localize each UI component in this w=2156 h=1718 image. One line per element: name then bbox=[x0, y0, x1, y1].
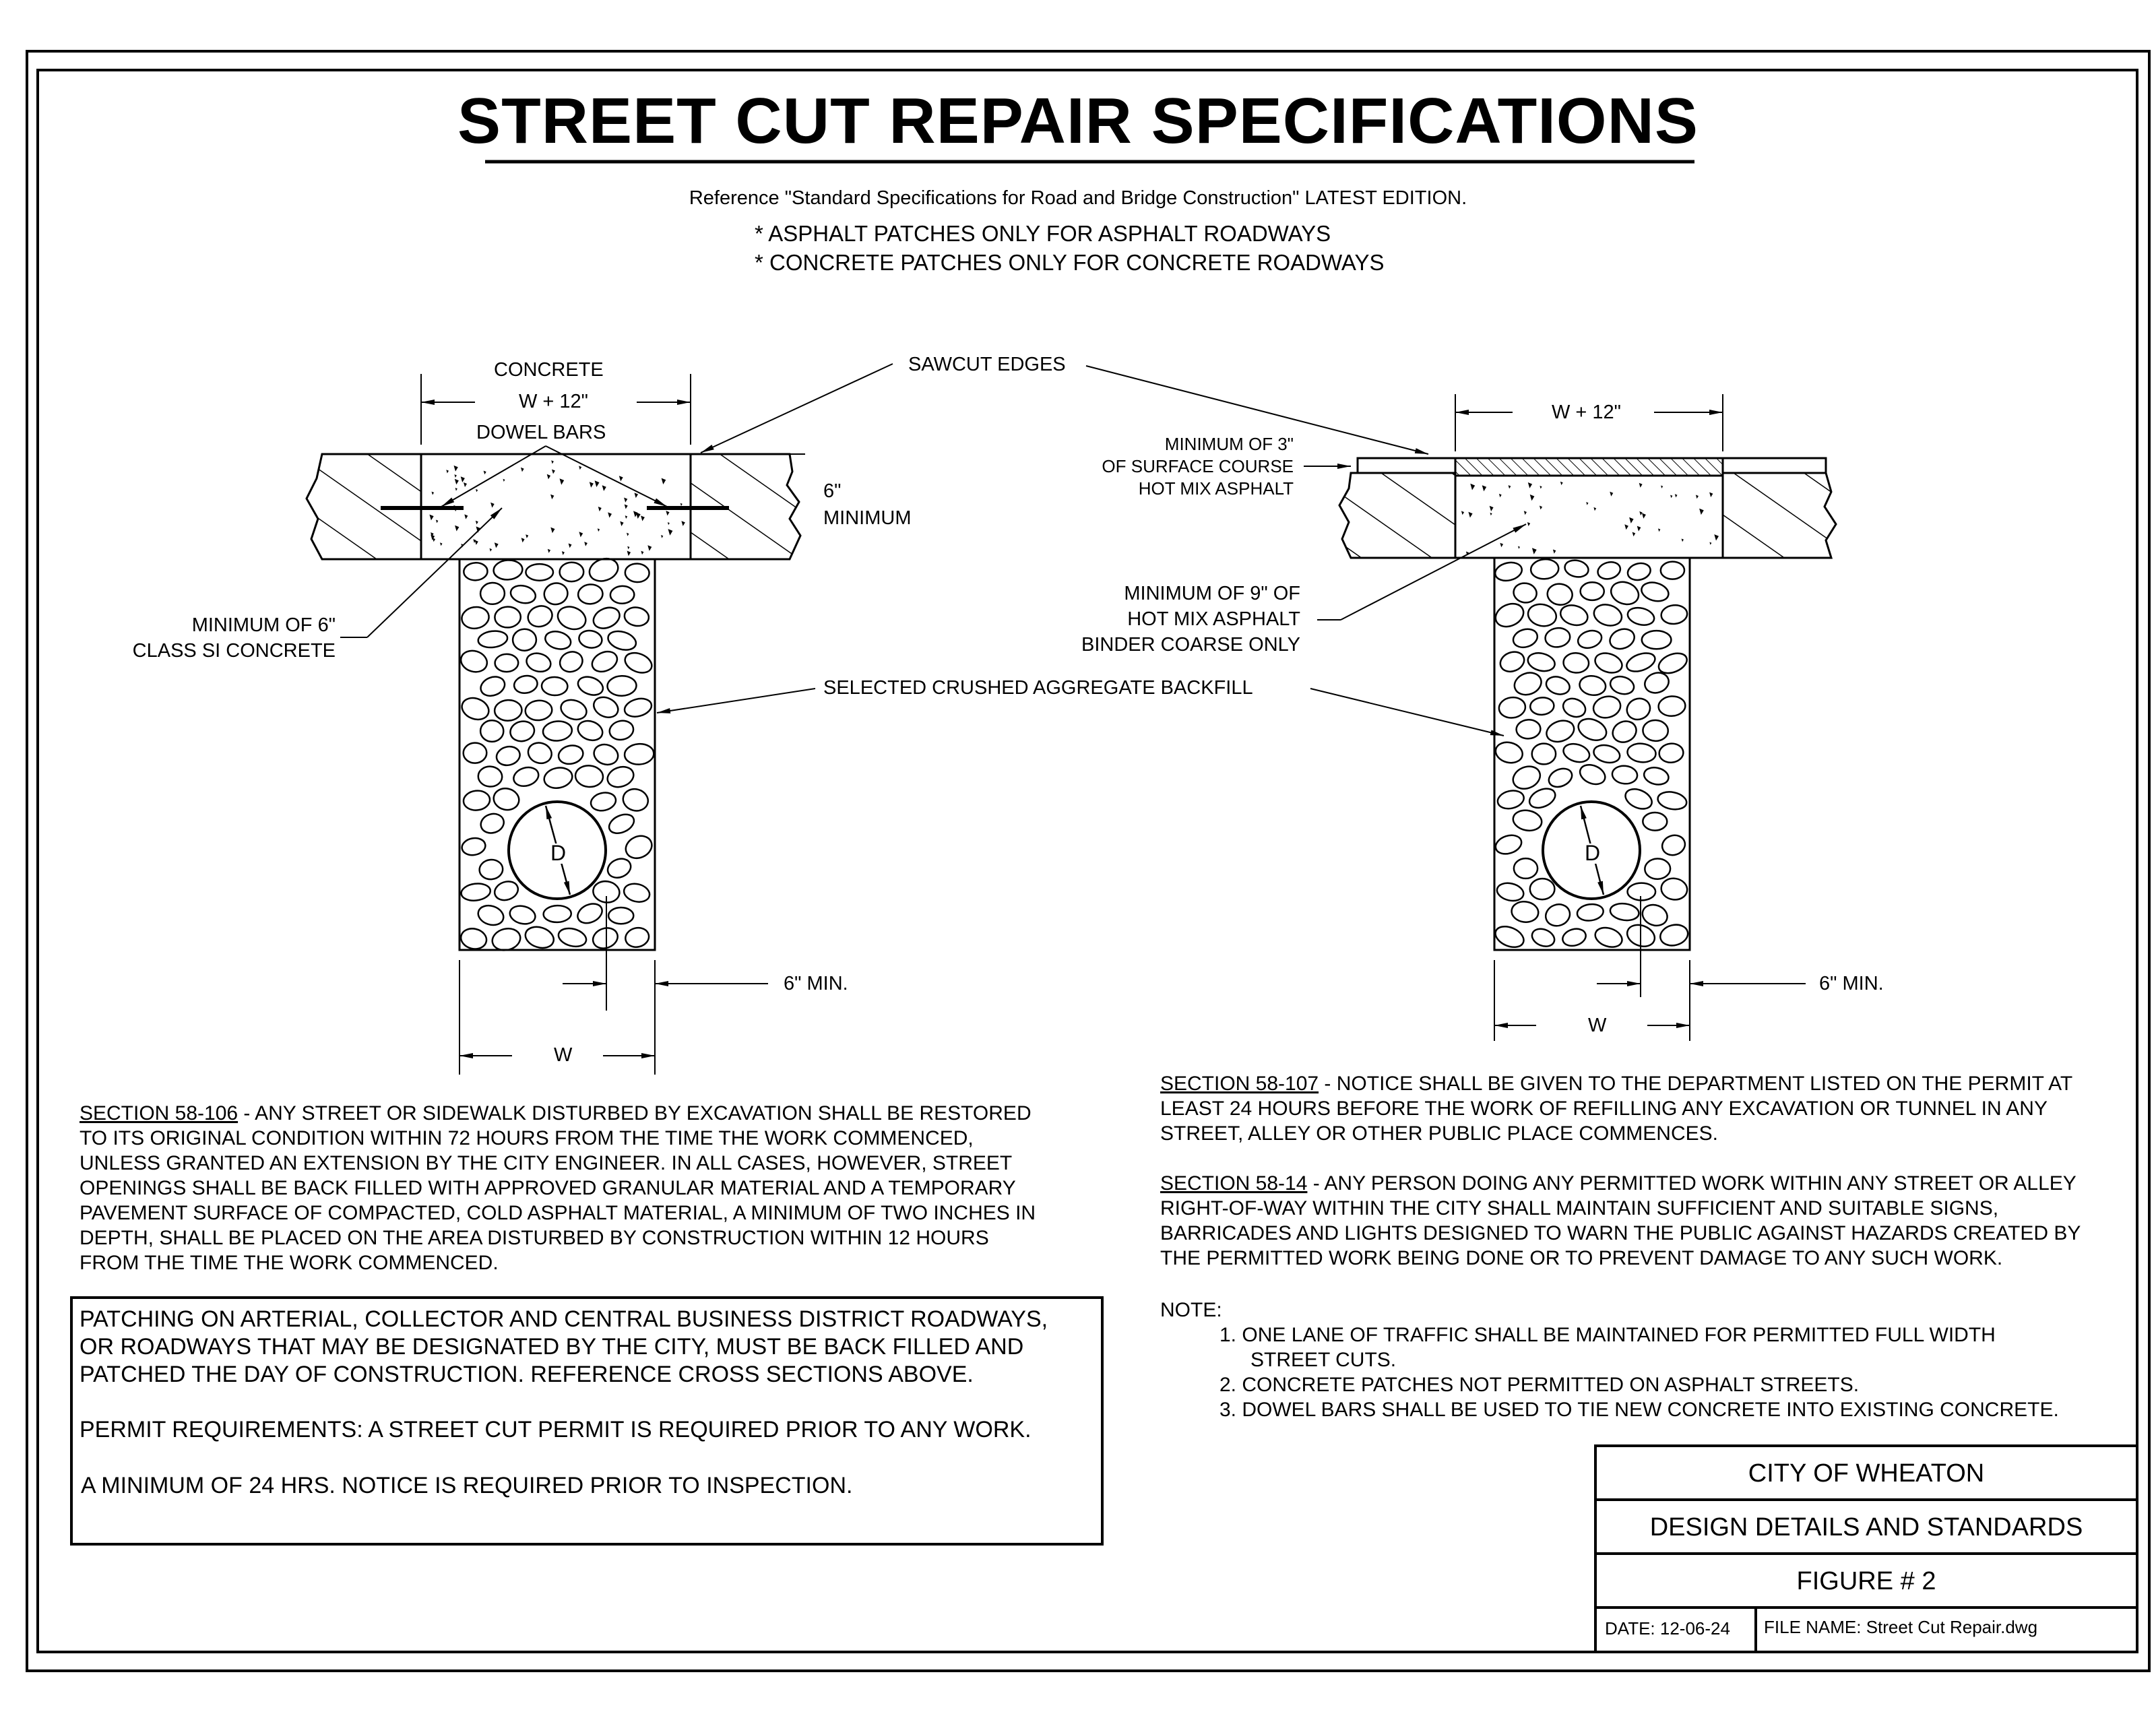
section-58-106-code: SECTION 58-106 bbox=[80, 1102, 239, 1124]
section-58-107-code: SECTION 58-107 bbox=[1160, 1073, 1319, 1095]
box-line-1: PATCHING ON ARTERIAL, COLLECTOR AND CENTRAL BUSINESS DISTRICT ROADWAYS, bbox=[80, 1306, 1048, 1332]
note-1-cont: STREET CUTS. bbox=[1250, 1349, 1397, 1371]
title-block-design: DESIGN DETAILS AND STANDARDS bbox=[1649, 1513, 2083, 1541]
label-sawcut-edges: SAWCUT EDGES bbox=[908, 354, 1066, 375]
reference-note: Reference "Standard Specifications for Road and Bridge Construction" LATEST EDITION. bbox=[689, 187, 1467, 209]
bullet-concrete: * CONCRETE PATCHES ONLY FOR CONCRETE ROADWAYS bbox=[755, 250, 1385, 275]
title-block-date: DATE: 12-06-24 bbox=[1605, 1618, 1730, 1639]
label-backfill: SELECTED CRUSHED AGGREGATE BACKFILL bbox=[823, 677, 1253, 699]
page-title: STREET CUT REPAIR SPECIFICATIONS bbox=[457, 85, 1699, 157]
box-notice: A MINIMUM OF 24 HRS. NOTICE IS REQUIRED PRIOR TO INSPECTION. bbox=[81, 1473, 853, 1498]
section-58-106-line: PAVEMENT SURFACE OF COMPACTED, COLD ASPHALT MATERIAL, A MINIMUM OF TWO INCHES IN bbox=[80, 1202, 1036, 1224]
label-minimum: MINIMUM bbox=[823, 507, 912, 529]
label-concrete: CONCRETE bbox=[494, 359, 604, 381]
section-58-107 bbox=[1160, 1071, 2072, 1146]
bullet-asphalt: * ASPHALT PATCHES ONLY FOR ASPHALT ROADWAYS bbox=[755, 221, 1331, 246]
section-58-106-line: FROM THE TIME THE WORK COMMENCED. bbox=[80, 1252, 499, 1274]
label-min6-line1: MINIMUM OF 6" bbox=[191, 614, 336, 636]
section-58-107-line: STREET, ALLEY OR OTHER PUBLIC PLACE COMMENCES. bbox=[1160, 1122, 1718, 1145]
section-58-107-line: LEAST 24 HOURS BEFORE THE WORK OF REFILLING ANY EXCAVATION OR TUNNEL IN ANY bbox=[1160, 1097, 2048, 1120]
label-min9-line2: HOT MIX ASPHALT bbox=[1127, 608, 1300, 630]
note-3: 3. DOWEL BARS SHALL BE USED TO TIE NEW CONCRETE INTO EXISTING CONCRETE. bbox=[1219, 1399, 2059, 1421]
title-block-figure: FIGURE # 2 bbox=[1796, 1567, 1936, 1595]
section-58-14-line: - ANY PERSON DOING ANY PERMITTED WORK WITHIN ANY STREET OR ALLEY bbox=[1307, 1172, 2076, 1195]
box-line-2: OR ROADWAYS THAT MAY BE DESIGNATED BY THE CITY, MUST BE BACK FILLED AND bbox=[80, 1334, 1024, 1360]
label-w-plus-12-right: W + 12" bbox=[1552, 402, 1621, 423]
title-block-city: CITY OF WHEATON bbox=[1748, 1459, 1985, 1488]
label-pipe-d-right: D bbox=[1585, 841, 1601, 865]
label-w-left: W bbox=[554, 1044, 573, 1066]
notes-heading: NOTE: bbox=[1160, 1299, 1222, 1321]
title-block-file: FILE NAME: Street Cut Repair.dwg bbox=[1764, 1617, 2038, 1637]
label-6-min-left: 6" MIN. bbox=[784, 973, 848, 994]
section-58-107-line: - NOTICE SHALL BE GIVEN TO THE DEPARTMENT LISTED ON THE PERMIT AT bbox=[1319, 1073, 2073, 1095]
section-58-106-line: OPENINGS SHALL BE BACK FILLED WITH APPROVED GRANULAR MATERIAL AND A TEMPORARY bbox=[80, 1177, 1016, 1199]
label-six-inch: 6" bbox=[823, 480, 842, 502]
label-pipe-d-left: D bbox=[550, 841, 567, 865]
label-min6-line2: CLASS SI CONCRETE bbox=[132, 640, 336, 662]
label-dowel-bars: DOWEL BARS bbox=[476, 422, 606, 443]
box-permit: PERMIT REQUIREMENTS: A STREET CUT PERMIT IS REQUIRED PRIOR TO ANY WORK. bbox=[80, 1417, 1032, 1442]
label-w-plus-12-left: W + 12" bbox=[519, 391, 588, 412]
section-58-106-line: UNLESS GRANTED AN EXTENSION BY THE CITY ENGINEER. IN ALL CASES, HOWEVER, STREET bbox=[80, 1152, 1013, 1174]
section-58-106-line: - ANY STREET OR SIDEWALK DISTURBED BY EXCAVATION SHALL BE RESTORED bbox=[238, 1102, 1032, 1124]
section-58-106 bbox=[80, 1101, 1036, 1275]
label-min3-line3: HOT MIX ASPHALT bbox=[1138, 478, 1294, 499]
section-58-106-line: TO ITS ORIGINAL CONDITION WITHIN 72 HOURS FROM THE TIME THE WORK COMMENCED, bbox=[80, 1127, 974, 1149]
section-58-14-line: THE PERMITTED WORK BEING DONE OR TO PREVENT DAMAGE TO ANY SUCH WORK. bbox=[1160, 1247, 2003, 1269]
box-line-3: PATCHED THE DAY OF CONSTRUCTION. REFERENCE CROSS SECTIONS ABOVE. bbox=[80, 1362, 974, 1387]
section-58-106-line: DEPTH, SHALL BE PLACED ON THE AREA DISTURBED BY CONSTRUCTION WITHIN 12 HOURS bbox=[80, 1227, 989, 1249]
section-58-14-code: SECTION 58-14 bbox=[1160, 1172, 1308, 1195]
section-58-14 bbox=[1160, 1171, 2081, 1271]
section-58-14-line: RIGHT-OF-WAY WITHIN THE CITY SHALL MAINTAIN SUFFICIENT AND SUITABLE SIGNS, bbox=[1160, 1197, 1999, 1219]
label-min3-line2: OF SURFACE COURSE bbox=[1102, 456, 1294, 476]
label-w-right: W bbox=[1588, 1015, 1607, 1036]
note-2: 2. CONCRETE PATCHES NOT PERMITTED ON ASPHALT STREETS. bbox=[1219, 1374, 1860, 1396]
asphalt-detail bbox=[1304, 394, 1836, 1041]
concrete-detail bbox=[307, 374, 805, 1075]
section-58-14-line: BARRICADES AND LIGHTS DESIGNED TO WARN THE PUBLIC AGAINST HAZARDS CREATED BY bbox=[1160, 1222, 2081, 1244]
label-min3-line1: MINIMUM OF 3" bbox=[1164, 434, 1294, 454]
note-1: 1. ONE LANE OF TRAFFIC SHALL BE MAINTAINED FOR PERMITTED FULL WIDTH bbox=[1219, 1324, 1996, 1346]
label-min9-line1: MINIMUM OF 9" OF bbox=[1124, 583, 1300, 604]
label-min9-line3: BINDER COARSE ONLY bbox=[1081, 634, 1300, 656]
label-6-min-right: 6" MIN. bbox=[1819, 973, 1884, 994]
